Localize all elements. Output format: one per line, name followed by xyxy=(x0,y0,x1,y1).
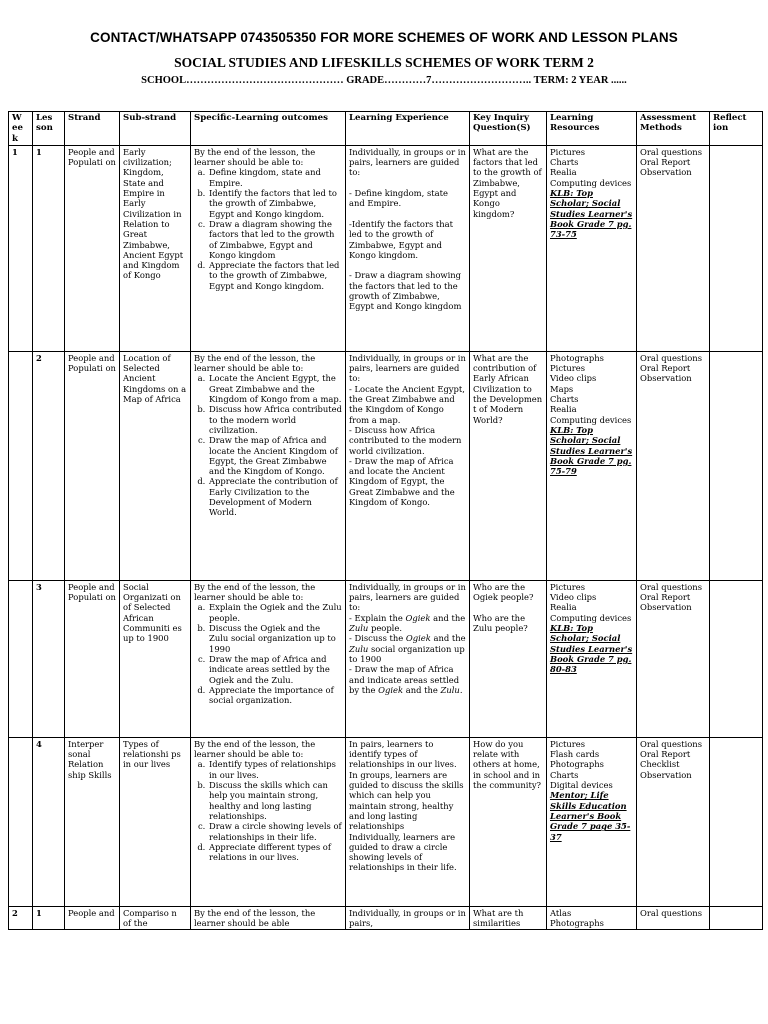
table-row xyxy=(9,351,763,580)
cell-week: 1 xyxy=(9,145,33,351)
resource-item: Digital devices xyxy=(550,780,613,791)
col-header-assessment: Assessment Methods xyxy=(637,112,710,146)
resource-item: Video clips xyxy=(550,592,597,603)
cell-experience: Individually, in groups or in pairs, learners are guided to: - Explain the Ogiek and the Zulu people. - Discuss the Ogiek and the Zulu social organization up to 1900 - Draw the map of Africa and indicate areas settled by the Ogiek and the Zulu. xyxy=(346,580,470,737)
outcome-item: c. Draw a circle showing levels of relationships in their life. xyxy=(208,821,342,842)
cell-experience: Individually, in groups or in pairs, learners are guided to: - Define kingdom, state and Empire. -Identify the factors that led to the growth of Zimbabwe, Egypt and Kongo kingdom. - Draw a diagram showing the factors that led to the growth of Zimbabwe, Egypt and Kongo kingdom xyxy=(346,145,470,351)
cell-resources xyxy=(547,737,637,906)
outcome-item: b. Discuss the skills which can help you maintain strong, healthy and long lasting relationships. xyxy=(208,780,342,821)
cell-experience: Individually, in groups or in pairs, learners are guided to: - Locate the Ancient Egypt, the Great Zimbabwe and the Kingdom of Kongo from a map. - Discuss how Africa contributed to the modern world civilization. - Draw the map of Africa and locate the Ancient Kingdom of Egypt, the Great Zimbabwe and the Kingdom of Kongo. xyxy=(346,351,470,580)
outcome-item: b. Discuss the Ogiek and the Zulu social organization up to 1990 xyxy=(208,623,342,654)
cell-experience: In pairs, learners to identify types of relationships in our lives. In groups, learners are guided to discuss the skills which can help you maintain strong, healthy and long lasting relationships Individually, learners are guided to draw a circle showing levels of relationships in their life. xyxy=(346,737,470,906)
outcome-item: a. Identify types of relationships in our lives. xyxy=(208,759,342,780)
col-header-week: W ee k xyxy=(9,112,33,146)
cell-assessment xyxy=(637,906,710,930)
cell-reflection xyxy=(710,906,763,930)
assessment-item: Observation xyxy=(640,373,692,384)
reference-book: KLB: Top Scholar; Social Studies Learner's Book Grade 7 pg. 73-75 xyxy=(550,188,633,240)
cell-strand: Interper sonal Relation ship Skills xyxy=(65,737,120,906)
resource-item: Photographs xyxy=(550,759,604,770)
resource-item: Flash cards xyxy=(550,749,600,760)
cell-reflection xyxy=(710,145,763,351)
resource-item: Pictures xyxy=(550,738,586,749)
table-row xyxy=(9,580,763,737)
cell-substrand: Early civilization; Kingdom, State and Empire in Early Civilization in Relation to Great Zimbabwe, Ancient Egypt and Kingdom of Kongo xyxy=(120,145,191,351)
col-header-lesson: Les son xyxy=(33,112,65,146)
cell-question: What are th similarities xyxy=(470,906,547,930)
assessment-item: Oral questions xyxy=(640,352,702,363)
outcome-item: d. Appreciate the factors that led to the growth of Zimbabwe, Egypt and Kongo kingdom. xyxy=(208,260,342,291)
assessment-item: Observation xyxy=(640,167,692,178)
cell-resources xyxy=(547,145,637,351)
outcomes-list xyxy=(194,602,342,705)
cell-resources xyxy=(547,906,637,930)
resource-item: Computing devices xyxy=(550,177,632,188)
outcomes-intro: By the end of the lesson, the learner should be able xyxy=(194,907,316,929)
resource-item: Pictures xyxy=(550,581,586,592)
assessment-item: Oral Report xyxy=(640,592,691,603)
cell-week xyxy=(9,737,33,906)
outcomes-list xyxy=(194,759,342,862)
col-header-experience: Learning Experience xyxy=(346,112,470,146)
outcomes-intro: By the end of the lesson, the learner should be able to: xyxy=(194,738,316,760)
cell-lesson: 2 xyxy=(33,351,65,580)
cell-strand: People and xyxy=(65,906,120,930)
outcome-item: a. Explain the Ogiek and the Zulu people. xyxy=(208,602,342,623)
cell-week xyxy=(9,351,33,580)
cell-reflection xyxy=(710,737,763,906)
outcome-item: b. Identify the factors that led to the growth of Zimbabwe, Egypt and Kongo kingdom. xyxy=(208,188,342,219)
cell-strand: People and Populati on xyxy=(65,580,120,737)
col-header-resources: Learning Resources xyxy=(547,112,637,146)
cell-outcomes xyxy=(191,906,346,930)
resource-item: Charts xyxy=(550,769,579,780)
outcomes-intro: By the end of the lesson, the learner should be able to: xyxy=(194,352,316,374)
cell-outcomes xyxy=(191,737,346,906)
outcomes-intro: By the end of the lesson, the learner should be able to: xyxy=(194,581,316,603)
resource-item: Computing devices xyxy=(550,612,632,623)
outcome-item: c. Draw the map of Africa and locate the Ancient Kingdom of Egypt, the Great Zimbabwe and the Kingdom of Kongo. xyxy=(208,435,342,476)
resource-item: Pictures xyxy=(550,146,586,157)
cell-reflection xyxy=(710,351,763,580)
cell-substrand: Location of Selected Ancient Kingdoms on a Map of Africa xyxy=(120,351,191,580)
cell-lesson: 3 xyxy=(33,580,65,737)
outcome-item: a. Define kingdom, state and Empire. xyxy=(208,167,342,188)
cell-experience: Individually, in groups or in pairs, xyxy=(346,906,470,930)
cell-assessment xyxy=(637,145,710,351)
col-header-strand: Strand xyxy=(65,112,120,146)
outcome-item: d. Appreciate the contribution of Early Civilization to the Development of Modern World. xyxy=(208,476,342,517)
assessment-item: Oral Report xyxy=(640,157,691,168)
cell-outcomes xyxy=(191,580,346,737)
resource-item: Atlas xyxy=(550,907,572,918)
outcome-item: a. Locate the Ancient Egypt, the Great Zimbabwe and the Kingdom of Kongo from a map. xyxy=(208,373,342,404)
cell-week xyxy=(9,580,33,737)
col-header-outcomes: Specific-Learning outcomes xyxy=(191,112,346,146)
assessment-item: Oral questions xyxy=(640,581,702,592)
outcomes-list xyxy=(194,373,342,517)
resource-item: Maps xyxy=(550,383,574,394)
cell-question: How do you relate with others at home, in school and in the community? xyxy=(470,737,547,906)
cell-question: What are the factors that led to the growth of Zimbabwe, Egypt and Kongo kingdom? xyxy=(470,145,547,351)
outcome-item: b. Discuss how Africa contributed to the modern world civilization. xyxy=(208,404,342,435)
resource-item: Charts xyxy=(550,157,579,168)
reference-book: KLB: Top Scholar; Social Studies Learner's Book Grade 7 pg. 80-83 xyxy=(550,623,633,675)
reference-book: KLB: Top Scholar; Social Studies Learner's Book Grade 7 pg. 75-79 xyxy=(550,424,633,477)
col-header-substrand: Sub-strand xyxy=(120,112,191,146)
cell-resources xyxy=(547,351,637,580)
assessment-item: Oral Report xyxy=(640,749,691,760)
assessment-item: Observation xyxy=(640,769,692,780)
table-row xyxy=(9,737,763,906)
cell-strand: People and Populati on xyxy=(65,145,120,351)
outcome-item: c. Draw a diagram showing the factors that led to the growth of Zimbabwe, Egypt and Kongo kingdom xyxy=(208,219,342,260)
outcomes-list xyxy=(194,167,342,291)
school-info-line: SCHOOL……………………………………… GRADE…………7……………………….. TERM: 2 YEAR ...... xyxy=(141,75,627,86)
cell-assessment xyxy=(637,580,710,737)
cell-outcomes xyxy=(191,145,346,351)
reference-book: Mentor; Life Skills Education Learner's Book Grade 7 page 35-37 xyxy=(550,790,631,842)
outcomes-intro: By the end of the lesson, the learner should be able to: xyxy=(194,146,316,168)
resource-item: Computing devices xyxy=(550,414,632,425)
contact-banner: CONTACT/WHATSAPP 0743505350 FOR MORE SCHEMES OF WORK AND LESSON PLANS xyxy=(90,30,678,45)
col-header-question: Key Inquiry Question(S) xyxy=(470,112,547,146)
cell-question: Who are the Ogiek people? Who are the Zulu people? xyxy=(470,580,547,737)
resource-item: Realia xyxy=(550,167,577,178)
cell-resources xyxy=(547,580,637,737)
cell-substrand: Compariso n of the xyxy=(120,906,191,930)
resource-item: Realia xyxy=(550,404,577,415)
document-title: SOCIAL STUDIES AND LIFESKILLS SCHEMES OF WORK TERM 2 xyxy=(174,55,594,70)
cell-lesson: 1 xyxy=(33,145,65,351)
assessment-item: Oral Report xyxy=(640,363,691,374)
outcome-item: c. Draw the map of Africa and indicate areas settled by the Ogiek and the Zulu. xyxy=(208,654,342,685)
cell-substrand: Social Organizati on of Selected African Communiti es up to 1900 xyxy=(120,580,191,737)
outcome-item: d. Appreciate different types of relations in our lives. xyxy=(208,842,342,863)
table-header-row xyxy=(9,112,763,146)
cell-lesson: 1 xyxy=(33,906,65,930)
resource-item: Video clips xyxy=(550,373,597,384)
col-header-reflection: Reflect ion xyxy=(710,112,763,146)
resource-item: Photographs xyxy=(550,352,604,363)
table-row xyxy=(9,145,763,351)
outcome-item: d. Appreciate the importance of social organization. xyxy=(208,685,342,706)
cell-assessment xyxy=(637,737,710,906)
cell-lesson: 4 xyxy=(33,737,65,906)
cell-assessment xyxy=(637,351,710,580)
cell-reflection xyxy=(710,580,763,737)
resource-item: Realia xyxy=(550,602,577,613)
cell-question: What are the contribution of Early African Civilization to the Developmen t of Modern World? xyxy=(470,351,547,580)
assessment-item: Checklist xyxy=(640,759,680,770)
cell-strand: People and Populati on xyxy=(65,351,120,580)
resource-item: Photographs xyxy=(550,918,604,929)
resource-item: Charts xyxy=(550,394,579,405)
resource-item: Pictures xyxy=(550,363,586,374)
assessment-item: Observation xyxy=(640,602,692,613)
cell-substrand: Types of relationshi ps in our lives xyxy=(120,737,191,906)
assessment-item: Oral questions xyxy=(640,738,702,749)
table-row xyxy=(9,906,763,930)
cell-week: 2 xyxy=(9,906,33,930)
assessment-item: Oral questions xyxy=(640,907,702,918)
assessment-item: Oral questions xyxy=(640,146,702,157)
cell-outcomes xyxy=(191,351,346,580)
schemes-of-work-table xyxy=(8,111,763,930)
